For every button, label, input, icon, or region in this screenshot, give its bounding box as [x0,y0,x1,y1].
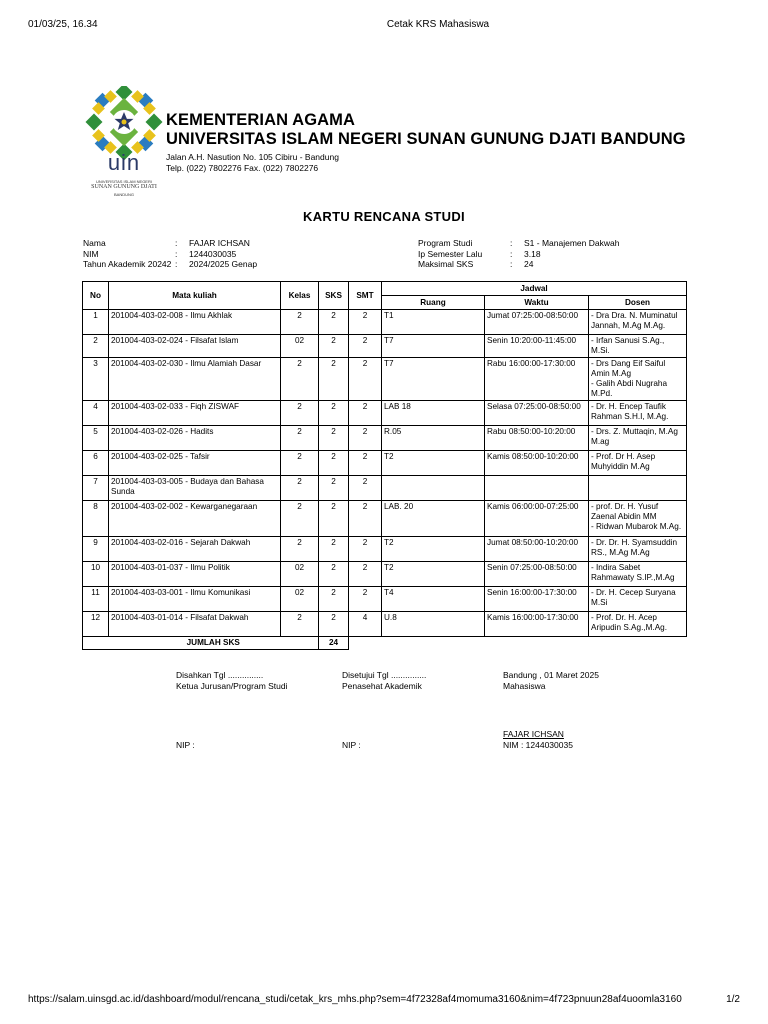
student-name-row [83,238,257,249]
header-room: Ruang [382,296,485,310]
header-sks: SKS [319,282,349,310]
lecturer-cell: - Prof. Dr. H. Acep Aripudin S.Ag.,M.Ag. [589,612,687,637]
print-url: https://salam.uinsgd.ac.id/dashboard/modul/rencana_studi/cetak_krs_mhs.php?sem=4f72328af4momuma3160&nim=4f723pnuun28af4uoomla3160 [28,994,682,1005]
max-sks-row [418,259,619,270]
row-number: 2 [83,335,109,358]
lecturer-cell: - prof. Dr. H. Yusuf Zaenal Abidin MM - Ridwan Mubarok M.Ag. [589,501,687,537]
krs-table-body [83,310,687,637]
header-time: Waktu [485,296,589,310]
class-cell: 02 [281,587,319,612]
smt-cell: 2 [349,401,382,426]
room-cell: R.05 [382,426,485,451]
academic-year-label: Tahun Akademik 20242 [83,259,172,269]
row-number: 10 [83,562,109,587]
table-row [83,310,687,335]
total-label: JUMLAH SKS [109,637,319,650]
lecturer-cell: - Prof. Dr H. Asep Muhyiddin M.Ag [589,451,687,476]
time-cell: Senin 10:20:00-11:45:00 [485,335,589,358]
print-page-number: 1/2 [726,994,740,1005]
max-sks-label: Maksimal SKS [418,259,474,269]
course-cell: 201004-403-02-026 - Hadits [109,426,281,451]
smt-cell: 2 [349,451,382,476]
class-cell: 02 [281,562,319,587]
header-no: No [83,282,109,310]
university-address: Jalan A.H. Nasution No. 105 Cibiru - Bandung [166,152,339,162]
class-cell: 2 [281,451,319,476]
course-cell: 201004-403-02-030 - Ilmu Alamiah Dasar [109,358,281,401]
time-cell: Rabu 08:50:00-10:20:00 [485,426,589,451]
smt-cell: 2 [349,501,382,537]
smt-cell: 4 [349,612,382,637]
advisor-date-label: Disetujui Tgl ............... [342,670,427,680]
sks-cell: 2 [319,476,349,501]
room-cell: U.8 [382,612,485,637]
row-number: 8 [83,501,109,537]
row-number: 9 [83,537,109,562]
lecturer-cell [589,476,687,501]
student-sign-title: Mahasiswa [503,681,546,691]
class-cell: 2 [281,501,319,537]
student-nim-label: NIM [83,248,99,259]
time-cell: Kamis 08:50:00-10:20:00 [485,451,589,476]
row-number: 3 [83,358,109,401]
table-row [83,501,687,537]
course-cell: 201004-403-01-037 - Ilmu Politik [109,562,281,587]
table-row [83,476,687,501]
head-of-program-title: Ketua Jurusan/Program Studi [176,681,288,691]
class-cell: 2 [281,310,319,335]
max-sks-value: 24 [524,259,534,269]
time-cell [485,476,589,501]
student-name-value: FAJAR ICHSAN [189,238,250,248]
header-schedule: Jadwal [382,282,687,296]
row-number: 6 [83,451,109,476]
sks-cell: 2 [319,335,349,358]
room-cell: T7 [382,335,485,358]
student-sign-nim: NIM : 1244030035 [503,740,573,750]
ip-label: Ip Semester Lalu [418,248,483,259]
table-row [83,358,687,401]
ministry-name: KEMENTERIAN AGAMA [166,111,356,129]
student-nim-row [83,249,257,260]
course-cell: 201004-403-02-033 - Fiqh ZISWAF [109,401,281,426]
table-row [83,587,687,612]
time-cell: Rabu 16:00:00-17:30:00 [485,358,589,401]
lecturer-cell: - Indira Sabet Rahmawaty S.IP.,M.Ag [589,562,687,587]
student-sign-name: FAJAR ICHSAN [503,729,564,739]
row-number: 12 [83,612,109,637]
student-sign-date: Bandung , 01 Maret 2025 [503,670,599,680]
row-number: 1 [83,310,109,335]
room-cell: T2 [382,562,485,587]
student-name-label: Nama [83,238,106,248]
advisor-title: Penasehat Akademik [342,681,422,691]
course-cell: 201004-403-02-002 - Kewarganegaraan [109,501,281,537]
sks-cell: 2 [319,587,349,612]
table-row [83,401,687,426]
table-row [83,335,687,358]
lecturer-cell: - Dr. H. Encep Taufik Rahman S.H.I, M.Ag. [589,401,687,426]
header-course: Mata kuliah [109,282,281,310]
sks-cell: 2 [319,310,349,335]
table-row [83,426,687,451]
academic-year-row [83,259,257,270]
logo-sub1: UNIVERSITAS ISLAM NEGERI [96,179,152,184]
time-cell: Senin 07:25:00-08:50:00 [485,562,589,587]
signature-advisor [342,670,426,692]
table-row [83,562,687,587]
lecturer-cell: - Irfan Sanusi S.Ag., M.Si. [589,335,687,358]
sks-cell: 2 [319,537,349,562]
document-title: KARTU RENCANA STUDI [303,209,465,224]
class-cell: 2 [281,537,319,562]
course-cell: 201004-403-03-005 - Budaya dan Bahasa Sunda [109,476,281,501]
logo-sub2: SUNAN GUNUNG DJATI [91,184,157,190]
course-cell: 201004-403-03-001 - Ilmu Komunikasi [109,587,281,612]
row-number: 11 [83,587,109,612]
smt-cell: 2 [349,587,382,612]
course-cell: 201004-403-02-008 - Ilmu Akhlak [109,310,281,335]
class-cell: 2 [281,358,319,401]
sks-cell: 2 [319,451,349,476]
class-cell: 2 [281,612,319,637]
student-info-left [83,238,257,270]
row-number: 5 [83,426,109,451]
class-cell: 2 [281,401,319,426]
class-cell: 02 [281,335,319,358]
sks-cell: 2 [319,612,349,637]
time-cell: Selasa 07:25:00-08:50:00 [485,401,589,426]
row-number: 4 [83,401,109,426]
approval-date-label: Disahkan Tgl ............... [176,670,264,680]
sks-cell: 2 [319,562,349,587]
advisor-nip: NIP : [342,740,361,750]
smt-cell: 2 [349,426,382,451]
separator: : [175,259,178,269]
sks-cell: 2 [319,501,349,537]
smt-cell: 2 [349,310,382,335]
sks-cell: 2 [319,358,349,401]
student-sign-block [503,729,573,751]
room-cell: T1 [382,310,485,335]
room-cell: T2 [382,537,485,562]
lecturer-cell: - Dra Dra. N. Muminatul Jannah, M.Ag M.Ag. [589,310,687,335]
smt-cell: 2 [349,562,382,587]
lecturer-cell: - Drs Dang Eif Saiful Amin M.Ag - Galih Abdi Nugraha M.Pd. [589,358,687,401]
table-row [83,537,687,562]
course-cell: 201004-403-02-025 - Tafsir [109,451,281,476]
lecturer-cell: - Dr. H. Cecep Suryana M.Si [589,587,687,612]
time-cell: Jumat 08:50:00-10:20:00 [485,537,589,562]
university-logo [84,86,164,198]
separator: : [175,238,178,248]
table-row [83,612,687,637]
lecturer-cell: - Drs. Z. Muttaqin, M.Ag M.ag [589,426,687,451]
student-nim-value: 1244030035 [189,248,237,259]
room-cell: LAB 18 [382,401,485,426]
separator: : [510,259,513,269]
logo-sub3: BANDUNG [113,192,134,197]
smt-cell: 2 [349,358,382,401]
krs-table [82,281,687,650]
header-lecturer: Dosen [589,296,687,310]
university-name: UNIVERSITAS ISLAM NEGERI SUNAN GUNUNG DJATI BANDUNG [166,130,686,148]
separator: : [510,238,513,248]
header-smt: SMT [349,282,382,310]
student-info-right [418,238,619,270]
room-cell: T2 [382,451,485,476]
total-row [83,637,687,650]
sks-cell: 2 [319,426,349,451]
time-cell: Jumat 07:25:00-08:50:00 [485,310,589,335]
room-cell: LAB. 20 [382,501,485,537]
print-datetime: 01/03/25, 16.34 [28,19,98,30]
head-of-program-nip: NIP : [176,740,195,750]
signature-head-of-program [176,670,288,692]
lecturer-cell: - Dr. Dr. H. Syamsuddin RS., M.Ag M.Ag [589,537,687,562]
time-cell: Kamis 16:00:00-17:30:00 [485,612,589,637]
print-title: Cetak KRS Mahasiswa [386,19,490,30]
program-row [418,238,619,249]
table-header-row [83,282,687,296]
course-cell: 201004-403-01-014 - Filsafat Dakwah [109,612,281,637]
course-cell: 201004-403-02-024 - Filsafat Islam [109,335,281,358]
academic-year-value: 2024/2025 Genap [189,259,258,269]
signature-student [503,670,599,692]
separator: : [510,248,513,259]
time-cell: Kamis 06:00:00-07:25:00 [485,501,589,537]
header-class: Kelas [281,282,319,310]
room-cell [382,476,485,501]
class-cell: 2 [281,426,319,451]
smt-cell: 2 [349,476,382,501]
sks-cell: 2 [319,401,349,426]
class-cell: 2 [281,476,319,501]
time-cell: Senin 16:00:00-17:30:00 [485,587,589,612]
university-phone: Telp. (022) 7802276 Fax. (022) 7802276 [166,163,319,173]
ip-value: 3.18 [524,248,541,259]
separator: : [175,248,178,259]
program-label: Program Studi [418,238,473,248]
ip-row [418,249,619,260]
room-cell: T7 [382,358,485,401]
total-sks-value: 24 [319,637,349,650]
smt-cell: 2 [349,335,382,358]
table-row [83,451,687,476]
course-cell: 201004-403-02-016 - Sejarah Dakwah [109,537,281,562]
logo-text: uin [107,150,141,175]
program-value: S1 - Manajemen Dakwah [524,238,620,248]
row-number: 7 [83,476,109,501]
smt-cell: 2 [349,537,382,562]
room-cell: T4 [382,587,485,612]
